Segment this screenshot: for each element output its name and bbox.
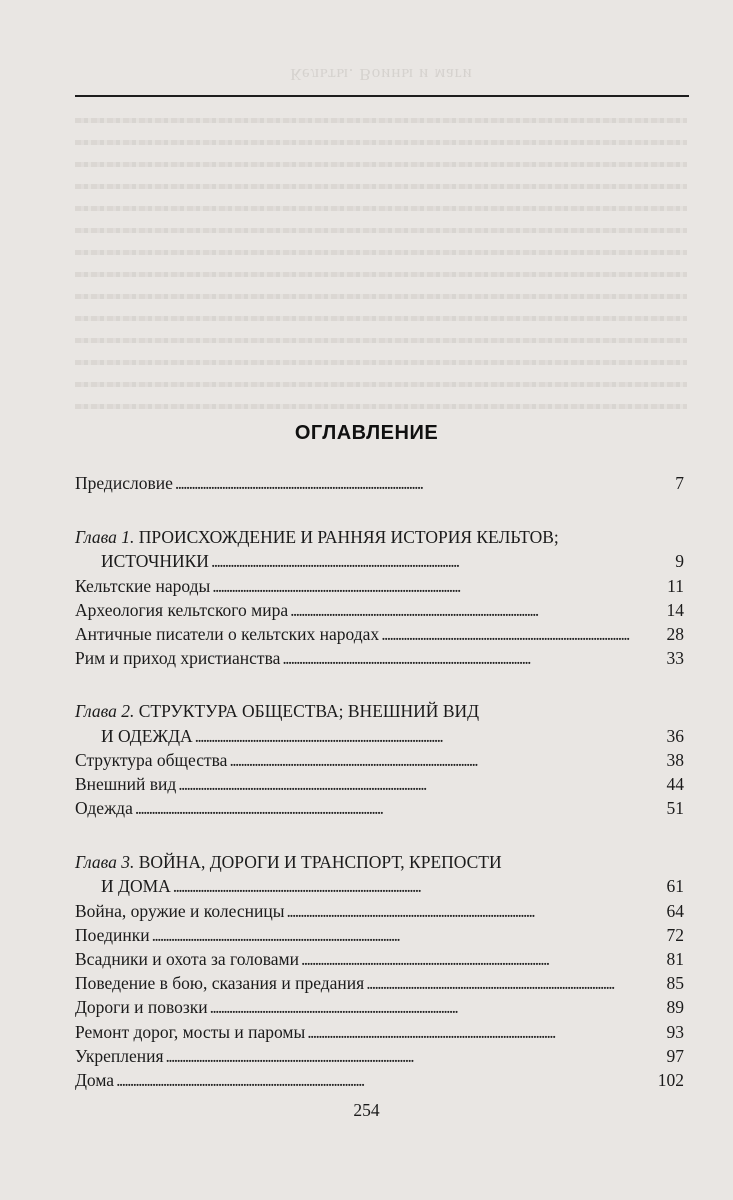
- toc-entry[interactable]: [75, 574, 684, 598]
- dot-leader: [301, 947, 665, 971]
- dot-leader: [381, 622, 664, 646]
- toc-entry-label: Ремонт дорог, мосты и паромы: [75, 1021, 306, 1042]
- toc-entry[interactable]: [75, 995, 684, 1019]
- toc-entry-page: 89: [666, 997, 684, 1018]
- running-head-bleedthrough: Кельты. Воины и маги: [290, 65, 473, 84]
- dot-leader: [166, 1044, 665, 1068]
- toc-entry[interactable]: [75, 947, 684, 971]
- toc-entry[interactable]: [75, 598, 684, 622]
- dot-leader: [178, 772, 664, 796]
- chapter-3-heading[interactable]: [75, 850, 684, 874]
- dot-leader: [307, 1020, 664, 1044]
- chapter-3-heading-cont[interactable]: [75, 874, 684, 898]
- toc-entry-label: Поединки: [75, 924, 150, 945]
- toc-entry-label: Кельтские народы: [75, 575, 211, 596]
- chapter-2-heading-cont[interactable]: [75, 724, 684, 748]
- toc-entry[interactable]: [75, 646, 684, 670]
- dot-leader: [173, 874, 665, 898]
- toc-entry-label: Поведение в бою, сказания и предания: [75, 973, 365, 994]
- toc-entry-page: 38: [666, 749, 684, 770]
- toc-entry-page: 81: [666, 949, 684, 969]
- chapter-number: Глава 3.: [75, 852, 135, 873]
- toc-entry[interactable]: [75, 971, 684, 995]
- toc-entry-label: Всадники и охота за головами: [75, 949, 299, 969]
- toc-entry-page: 9: [675, 551, 684, 572]
- chapter-title-line1: СТРУКТУРА ОБЩЕСТВА; ВНЕШНИЙ ВИД: [138, 701, 480, 722]
- toc-entry[interactable]: [75, 622, 684, 646]
- chapter-title-line1: ПРОИСХОЖДЕНИЕ И РАННЯЯ ИСТОРИЯ КЕЛЬТОВ;: [138, 527, 559, 548]
- chapter-1-heading[interactable]: [75, 525, 684, 549]
- chapter-1-heading-cont[interactable]: [75, 549, 684, 573]
- toc-entry-page: 36: [666, 725, 684, 746]
- table-of-contents: [75, 471, 684, 1092]
- toc-entry-label: Дома: [75, 1069, 115, 1090]
- toc-entry-page: 14: [666, 599, 684, 620]
- chapter-2-heading[interactable]: [75, 699, 684, 723]
- chapter-title-line2: ИСТОЧНИКИ: [101, 551, 209, 572]
- toc-entry-page: 33: [666, 648, 684, 669]
- toc-entry[interactable]: [75, 748, 684, 772]
- toc-entry-page: 11: [667, 575, 684, 596]
- toc-entry-page: 64: [666, 900, 684, 921]
- toc-entry-page: 51: [666, 798, 684, 819]
- dot-leader: [135, 796, 665, 820]
- toc-entry-page: 61: [666, 876, 684, 897]
- toc-entry[interactable]: [75, 1044, 684, 1068]
- toc-entry-page: 28: [666, 623, 684, 644]
- dot-leader: [152, 923, 665, 947]
- chapter-number: Глава 2.: [75, 701, 135, 722]
- toc-entry-label: Внешний вид: [75, 773, 177, 794]
- toc-entry-page: 93: [666, 1021, 684, 1042]
- chapter-title-line1: ВОЙНА, ДОРОГИ И ТРАНСПОРТ, КРЕПОСТИ: [138, 852, 502, 873]
- chapter-number: Глава 1.: [75, 527, 135, 548]
- toc-entry[interactable]: [75, 899, 684, 923]
- toc-entry-label: Укрепления: [75, 1045, 164, 1066]
- toc-entry-label: Предисловие: [75, 473, 173, 493]
- dot-leader: [290, 598, 664, 622]
- toc-entry-label: Рим и приход христианства: [75, 648, 281, 669]
- toc-entry-label: Война, оружие и колесницы: [75, 900, 285, 921]
- chapter-title-line2: И ДОМА: [101, 876, 171, 897]
- toc-entry-page: 44: [666, 773, 684, 794]
- dot-leader: [195, 724, 665, 748]
- toc-entry-page: 97: [666, 1045, 684, 1066]
- dot-leader: [282, 646, 664, 670]
- toc-entry-page: 7: [675, 473, 684, 493]
- toc-entry[interactable]: [75, 772, 684, 796]
- dot-leader: [212, 574, 665, 598]
- dot-leader: [210, 995, 665, 1019]
- toc-entry[interactable]: [75, 1068, 684, 1092]
- toc-entry-preface[interactable]: [75, 471, 684, 495]
- toc-entry-label: Дороги и повозки: [75, 997, 208, 1018]
- toc-entry[interactable]: [75, 796, 684, 820]
- dot-leader: [287, 899, 665, 923]
- toc-entry[interactable]: [75, 923, 684, 947]
- toc-entry-page: 85: [666, 973, 684, 994]
- toc-entry-label: Структура общества: [75, 749, 228, 770]
- dot-leader: [175, 471, 673, 495]
- dot-leader: [366, 971, 664, 995]
- toc-entry[interactable]: [75, 1020, 684, 1044]
- toc-entry-label: Античные писатели о кельтских народах: [75, 623, 380, 644]
- toc-entry-label: Одежда: [75, 798, 133, 819]
- bleed-through-text: [75, 118, 687, 438]
- toc-title: ОГЛАВЛЕНИЕ: [294, 422, 439, 444]
- page-number: 254: [353, 1100, 380, 1120]
- dot-leader: [211, 549, 673, 573]
- toc-entry-label: Археология кельтского мира: [75, 599, 289, 620]
- toc-entry-page: 102: [657, 1069, 684, 1090]
- toc-entry-page: 72: [666, 924, 684, 945]
- dot-leader: [229, 748, 664, 772]
- header-rule: [75, 95, 689, 97]
- dot-leader: [116, 1068, 656, 1092]
- chapter-title-line2: И ОДЕЖДА: [101, 725, 193, 746]
